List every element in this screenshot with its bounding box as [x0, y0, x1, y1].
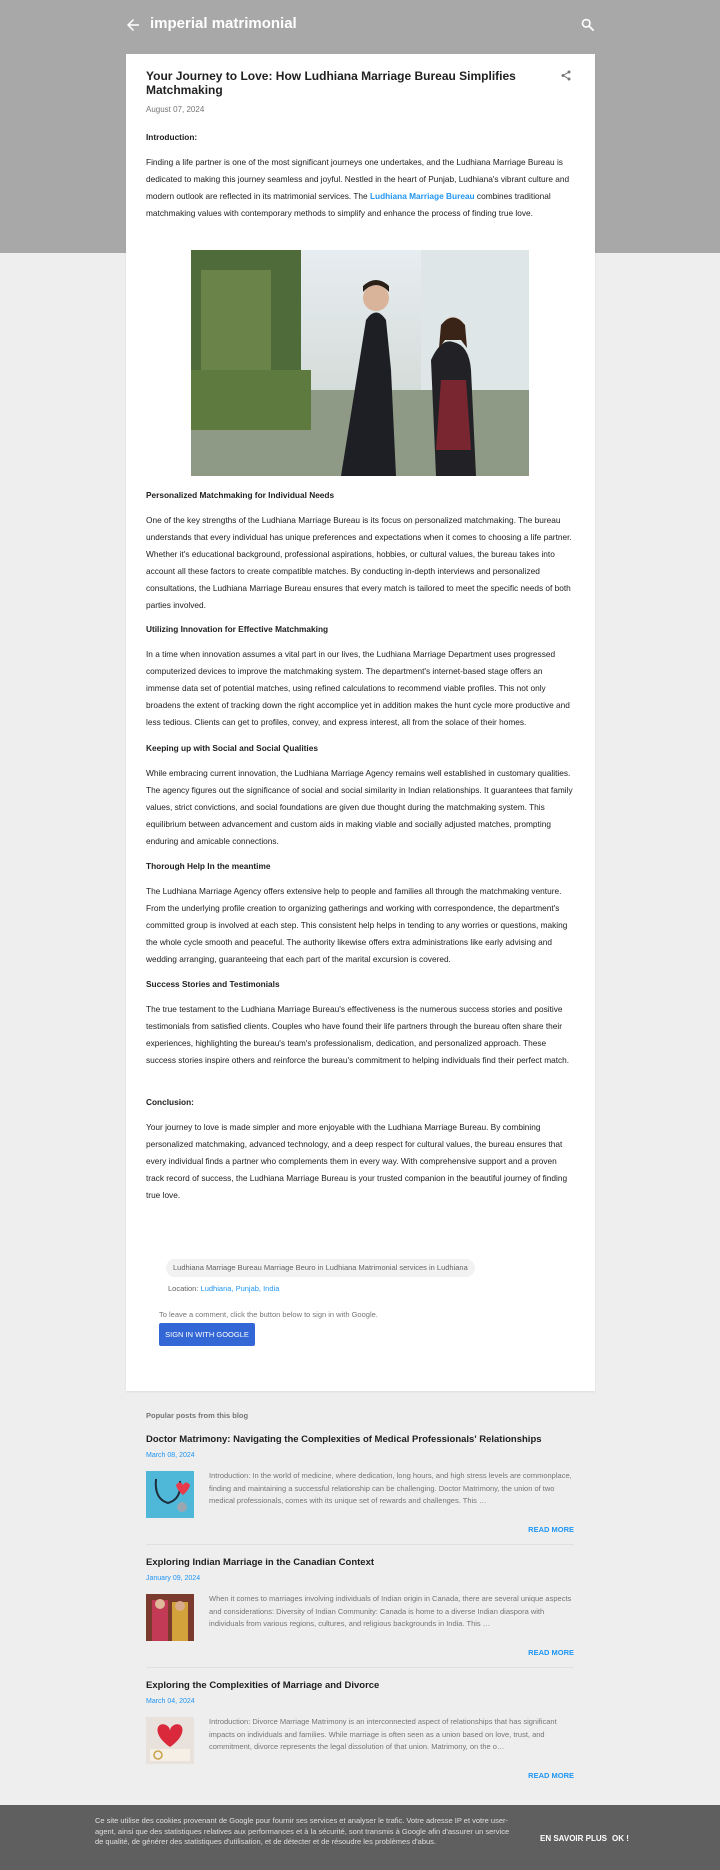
- post-title: Your Journey to Love: How Ludhiana Marriage Bureau Simplifies Matchmaking: [146, 69, 516, 97]
- popular-post-thumbnail[interactable]: [146, 1594, 194, 1641]
- intro-paragraph: [146, 154, 576, 222]
- popular-post-thumbnail[interactable]: [146, 1717, 194, 1764]
- popular-post-thumbnail[interactable]: [146, 1471, 194, 1518]
- couple-photo: [191, 250, 529, 476]
- read-more-link[interactable]: READ MORE: [528, 1525, 574, 1534]
- popular-post-date: January 09, 2024: [146, 1575, 201, 1582]
- top-bar: [0, 0, 720, 52]
- post-label-chip[interactable]: Ludhiana Marriage Bureau Marriage Beuro in Ludhiana Matrimonial services in Ludhiana: [166, 1259, 475, 1277]
- cookie-ok-button[interactable]: OK !: [612, 1834, 629, 1843]
- search-icon[interactable]: [580, 17, 595, 32]
- section-heading: Success Stories and Testimonials: [146, 979, 280, 989]
- popular-post-item: [146, 1680, 574, 1798]
- intro-heading: Introduction:: [146, 132, 198, 142]
- popular-post-date: March 08, 2024: [146, 1452, 195, 1459]
- popular-post-title[interactable]: Doctor Matrimony: Navigating the Complexities of Medical Professionals' Relationships: [146, 1434, 542, 1445]
- blog-title[interactable]: imperial matrimonial: [150, 15, 297, 32]
- section-paragraph: In a time when innovation assumes a vital part in our lives, the Ludhiana Marriage Department uses progressed computerized devices to improve the matchmaking system. The department's internet-based stage offers an immense data set of potential matches, using refined calculations to recommend viable profiles. This not only broadens the extent of tracking down the right accomplice yet in addition makes the hunt cycle more productive and less tedious. Clients can get to profiles, convey, and express interest, all from the solace of their homes.: [146, 649, 570, 727]
- post-card: [126, 54, 595, 1391]
- post-date: August 07, 2024: [146, 105, 205, 114]
- cookie-learn-more-button[interactable]: EN SAVOIR PLUS: [540, 1834, 607, 1843]
- section-paragraph: Your journey to love is made simpler and more enjoyable with the Ludhiana Marriage Bureau. By combining personalized matchmaking, advanced technology, and a deep respect for cultural values, the bureau ensures that every individual finds a partner who complements them in every way. With comprehensive support and a proven track record of success, the Ludhiana Marriage Bureau is your trusted companion in the beautiful journey of finding true love.: [146, 1122, 568, 1200]
- cookie-banner: [0, 1805, 720, 1870]
- intro-text-2: combines traditional matchmaking values with contemporary methods to simplify and enhance the process of finding true love.: [146, 191, 551, 218]
- section-paragraph: The true testament to the Ludhiana Marriage Bureau's effectiveness is the numerous success stories and positive testimonials from satisfied clients. Couples who have found their life partners through the bureau often share their experiences, highlighting the bureau's team's professionalism, dedication, and personalized approach. These success stories inspire others and reinforce the bureau's commitment to helping individuals find their perfect match.: [146, 1004, 570, 1065]
- section-heading: Utilizing Innovation for Effective Matchmaking: [146, 624, 329, 634]
- section-heading: Conclusion:: [146, 1097, 194, 1107]
- popular-post-title[interactable]: Exploring Indian Marriage in the Canadian Context: [146, 1557, 375, 1568]
- location-link[interactable]: Ludhiana, Punjab, India: [200, 1284, 280, 1293]
- post-location: [168, 1284, 279, 1293]
- cookie-notice-text: Ce site utilise des cookies provenant de Google pour fournir ses services et analyser le trafic. Votre adresse IP et votre user-agent, ainsi que des statistiques relatives aux performances et à la sécurité, sont transmis à Google afin d'assurer un service de qualité, de générer des statistiques d'utilisation, et de détecter et de résoudre les problèmes d'abus.: [95, 1816, 510, 1846]
- section-paragraph: One of the key strengths of the Ludhiana Marriage Bureau is its focus on personalized matchmaking. The bureau understands that every individual has unique preferences and expectations when it comes to choosing a life partner. Whether it's educational background, professional aspirations, hobbies, or cultural values, the bureau takes into account all these factors to create compatible matches. By conducting in-depth interviews and personalized consultations, the Ludhiana Marriage Bureau ensures that every match is tailored to meet the specific needs of both parties involved.: [146, 515, 572, 610]
- share-icon[interactable]: [560, 69, 572, 82]
- section-heading: Thorough Help In the meantime: [146, 861, 271, 871]
- location-prefix: Location:: [168, 1284, 199, 1293]
- read-more-link[interactable]: READ MORE: [528, 1771, 574, 1780]
- section-heading: Keeping up with Social and Social Qualities: [146, 743, 318, 753]
- popular-post-title[interactable]: Exploring the Complexities of Marriage and Divorce: [146, 1680, 380, 1691]
- popular-post-date: March 04, 2024: [146, 1698, 195, 1705]
- popular-posts-heading: Popular posts from this blog: [146, 1411, 249, 1420]
- intro-text-1: Finding a life partner is one of the most significant journeys one undertakes, and the Ludhiana Marriage Bureau is dedicated to making this journey seamless and joyful. Nestled in the heart of Punjab, Ludhiana's vibrant culture and modern outlook are reflected in its matrimonial services. The: [146, 157, 570, 201]
- section-heading: Personalized Matchmaking for Individual Needs: [146, 490, 335, 500]
- popular-post-snippet: Introduction: In the world of medicine, where dedication, long hours, and high stress levels are commonplace, finding and maintaining a successful relationship can be challenging. Doctor Matrimony, the union of two medical professionals, comes with its unique set of rewards and challenges. This …: [209, 1471, 572, 1505]
- read-more-link[interactable]: READ MORE: [528, 1648, 574, 1657]
- section-paragraph: The Ludhiana Marriage Agency offers extensive help to people and families all through the matchmaking venture. From the underlying profile creation to organizing gatherings and working with correspondence, the department's committed group is involved at each step. This consistent help helps in tending to any worries or questions, making the whole cycle smooth and peaceful. The authority likewise offers extra administrations like early advising and wedding arranging, guaranteeing that each part of the marital excursion is covered.: [146, 886, 568, 964]
- divider: [146, 1544, 574, 1545]
- comment-hint: To leave a comment, click the button below to sign in with Google.: [159, 1310, 378, 1319]
- sign-in-with-google-button[interactable]: SIGN IN WITH GOOGLE: [159, 1323, 255, 1346]
- popular-post-snippet: When it comes to marriages involving individuals of Indian origin in Canada, there are several unique aspects and considerations: Diversity of Indian Community: Canada is home to a diverse Indian diaspora with individuals from various regions, cultures, and religious backgrounds in India. This …: [209, 1594, 572, 1628]
- arrow-back-icon[interactable]: [124, 16, 142, 34]
- section-paragraph: While embracing current innovation, the Ludhiana Marriage Agency remains well established in customary qualities. The agency figures out the significance of social and social similarity in Indian relationships. It guarantees that family values, strict convictions, and social foundations are given due thought during the matchmaking system. This equilibrium between advancement and custom aids in making viable and socially adjusted matches, prompting enduring and amicable connections.: [146, 768, 573, 846]
- popular-post-item: [146, 1434, 574, 1552]
- divider: [146, 1667, 574, 1668]
- popular-post-item: [146, 1557, 574, 1675]
- popular-post-snippet: Introduction: Divorce Marriage Matrimony is an interconnected aspect of relationships that has significant impacts on individuals and families. While marriage is often seen as a union based on love, trust, and commitment, divorce represents the legal dissolution of that union. Matrimony, on the o…: [209, 1717, 557, 1751]
- ludhiana-marriage-bureau-link[interactable]: Ludhiana Marriage Bureau: [369, 191, 475, 201]
